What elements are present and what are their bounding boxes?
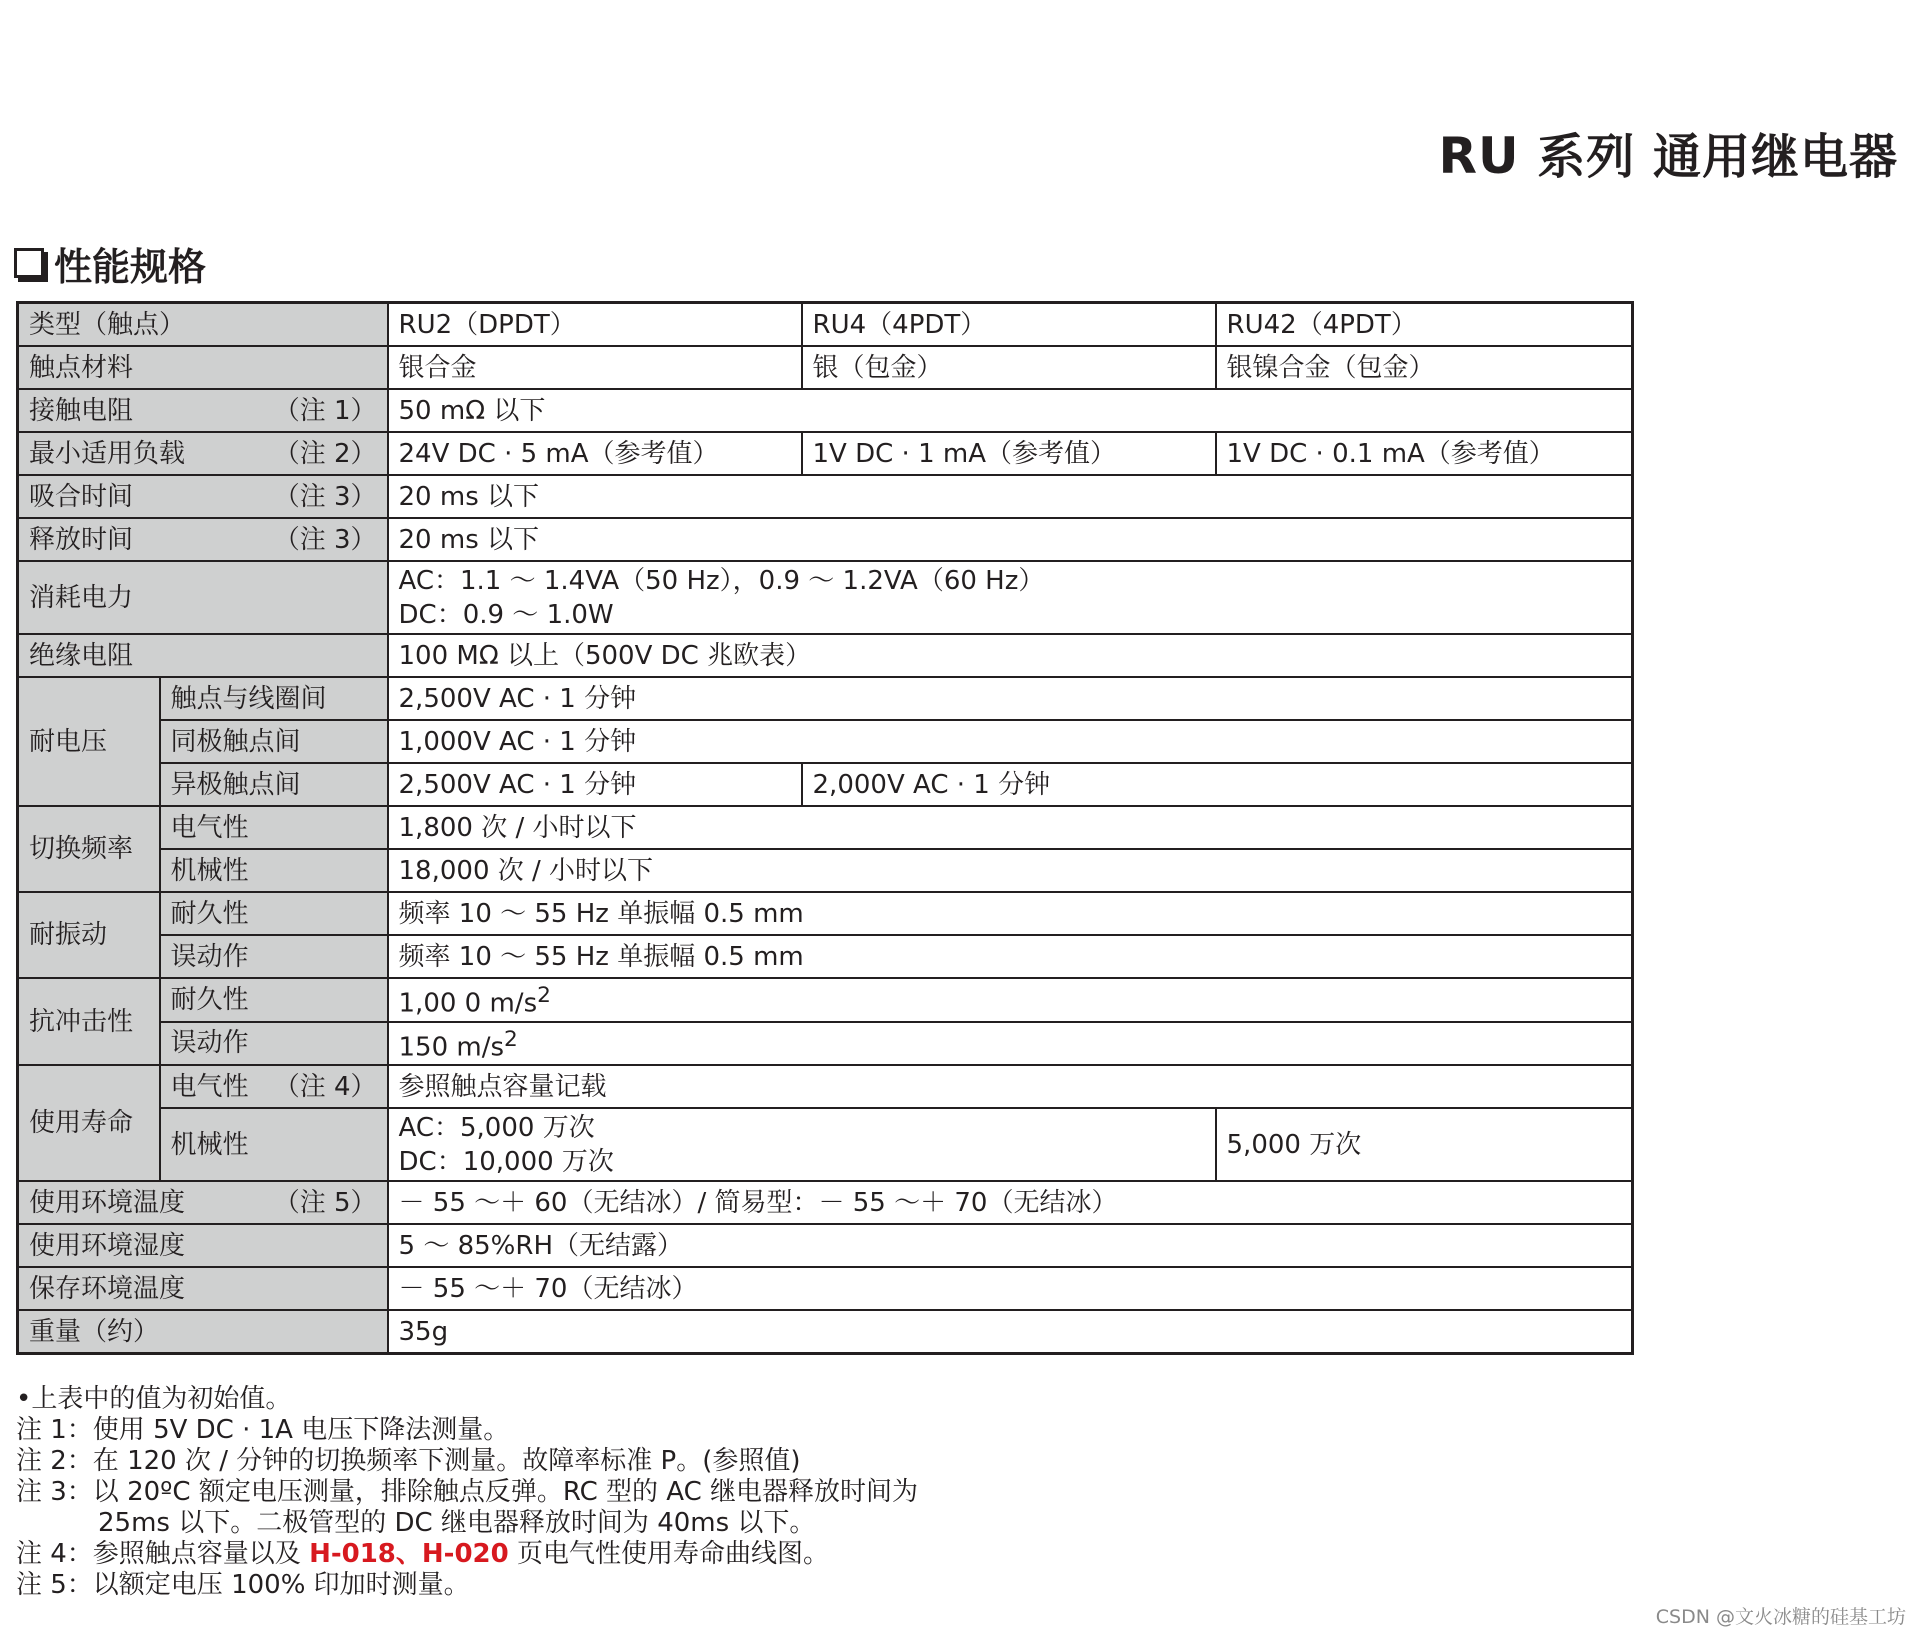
table-row — [18, 475, 1633, 518]
sub-label: 耐久性 — [160, 892, 388, 935]
cell-value: RU4（4PDT） — [802, 303, 1216, 347]
watermark: CSDN @文火冰糖的硅基工坊 — [1655, 1606, 1906, 1628]
sub-label: 机械性 — [160, 849, 388, 892]
table-row — [18, 634, 1633, 677]
page-reference-link[interactable]: H-018、H-020 — [309, 1539, 509, 1569]
table-row — [18, 935, 1633, 978]
table-row — [18, 978, 1633, 1022]
sub-label: 电气性 — [160, 806, 388, 849]
group-label: 使用寿命 — [18, 1065, 160, 1181]
cell-value: 20 ms 以下 — [388, 475, 1633, 518]
sub-label: 耐久性 — [160, 978, 388, 1022]
cell-value: 1V DC · 0.1 mA（参考值） — [1216, 432, 1633, 475]
row-label: 类型（触点） — [18, 303, 388, 347]
cell-value: 24V DC · 5 mA（参考值） — [388, 432, 802, 475]
row-label: 消耗电力 — [18, 561, 388, 634]
cell-value: 参照触点容量记载 — [388, 1065, 1633, 1108]
note-text: 注 4：参照触点容量以及 — [16, 1539, 310, 1569]
cell-value: 银（包金） — [802, 346, 1216, 389]
cell-value: － 55 ～＋ 70（无结冰） — [388, 1267, 1633, 1310]
row-label: 绝缘电阻 — [18, 634, 388, 677]
superscript: 2 — [504, 1026, 518, 1052]
value-line: AC：1.1 ～ 1.4VA（50 Hz），0.9 ～ 1.2VA（60 Hz） — [398, 565, 1045, 596]
table-row — [18, 763, 1633, 806]
row-label: 使用环境温度 — [29, 1187, 186, 1218]
table-row — [18, 1181, 1633, 1224]
note-line: 注 1：使用 5V DC · 1A 电压下降法测量。 — [16, 1415, 510, 1445]
cell-value: 银镍合金（包金） — [1216, 346, 1633, 389]
checkbox-square-icon — [14, 248, 44, 278]
row-label: 触点材料 — [18, 346, 388, 389]
value-line: DC：10,000 万次 — [398, 1146, 614, 1177]
sub-label: 同极触点间 — [160, 720, 388, 763]
cell-value: 50 mΩ 以下 — [388, 389, 1633, 432]
row-label-cell — [18, 389, 388, 432]
table-row — [18, 1108, 1633, 1181]
sub-label: 异极触点间 — [160, 763, 388, 806]
cell-value: 2,500V AC · 1 分钟 — [388, 763, 802, 806]
table-row — [18, 720, 1633, 763]
notes-block — [16, 1384, 918, 1601]
note-line: 注 5：以额定电压 100% 印加时测量。 — [16, 1570, 470, 1600]
value-line: AC：5,000 万次 — [398, 1112, 595, 1143]
sub-label: 误动作 — [160, 935, 388, 978]
cell-value: － 55 ～＋ 60（无结冰）/ 简易型：－ 55 ～＋ 70（无结冰） — [388, 1181, 1633, 1224]
note-line: •上表中的值为初始值。 — [16, 1384, 292, 1414]
table-row — [18, 346, 1633, 389]
row-label-cell — [18, 475, 388, 518]
table-row — [18, 1267, 1633, 1310]
group-label: 耐电压 — [18, 677, 160, 806]
cell-value: 100 MΩ 以上（500V DC 兆欧表） — [388, 634, 1633, 677]
section-title: 性能规格 — [54, 245, 207, 289]
row-label: 重量（约） — [18, 1310, 388, 1354]
group-label: 抗冲击性 — [18, 978, 160, 1065]
title-text: 系列 通用继电器 — [1519, 129, 1898, 185]
table-row — [18, 892, 1633, 935]
table-row — [18, 303, 1633, 347]
cell-value: 5 ～ 85%RH（无结露） — [388, 1224, 1633, 1267]
table-row — [18, 806, 1633, 849]
table-row — [18, 1224, 1633, 1267]
table-row — [18, 1065, 1633, 1108]
row-label: 最小适用负载 — [29, 438, 186, 469]
cell-value: 频率 10 ～ 55 Hz 单振幅 0.5 mm — [388, 935, 1633, 978]
cell-value: 2,000V AC · 1 分钟 — [802, 763, 1633, 806]
cell-value: 1,800 次 / 小时以下 — [388, 806, 1633, 849]
cell-value-multiline — [388, 1108, 1216, 1181]
group-label: 耐振动 — [18, 892, 160, 978]
cell-value-multiline — [388, 561, 1633, 634]
row-label: 吸合时间 — [29, 481, 134, 512]
table-row — [18, 1310, 1633, 1354]
note-line: 25ms 以下。二极管型的 DC 继电器释放时间为 40ms 以下。 — [98, 1508, 816, 1538]
table-row — [18, 677, 1633, 720]
cell-value: 2,500V AC · 1 分钟 — [388, 677, 1633, 720]
table-row — [18, 561, 1633, 634]
spec-table — [16, 301, 1634, 1355]
sub-label: 机械性 — [160, 1108, 388, 1181]
table-row — [18, 1022, 1633, 1066]
cell-value: 1,000V AC · 1 分钟 — [388, 720, 1633, 763]
cell-value: 1V DC · 1 mA（参考值） — [802, 432, 1216, 475]
table-row — [18, 518, 1633, 561]
cell-value: RU42（4PDT） — [1216, 303, 1633, 347]
note-line: 注 2：在 120 次 / 分钟的切换频率下测量。故障率标准 P。(参照值) — [16, 1446, 801, 1476]
cell-value: 35g — [388, 1310, 1633, 1354]
note-reference: （注 5） — [273, 1187, 377, 1218]
sub-label: 误动作 — [160, 1022, 388, 1066]
note-reference: （注 3） — [273, 481, 377, 512]
row-label: 接触电阻 — [29, 395, 134, 426]
cell-value: 5,000 万次 — [1216, 1108, 1633, 1181]
value-text: 1,00 0 m/s — [398, 988, 538, 1019]
sub-label: 电气性 — [170, 1071, 249, 1102]
row-label: 保存环境温度 — [18, 1267, 388, 1310]
series-name: RU — [1438, 127, 1520, 185]
cell-value: 银合金 — [388, 346, 802, 389]
row-label-cell — [18, 518, 388, 561]
group-label: 切换频率 — [18, 806, 160, 892]
superscript: 2 — [537, 983, 551, 1008]
row-label-cell — [18, 432, 388, 475]
sub-label: 触点与线圈间 — [160, 677, 388, 720]
cell-value: 频率 10 ～ 55 Hz 单振幅 0.5 mm — [388, 892, 1633, 935]
table-row — [18, 849, 1633, 892]
table-row — [18, 389, 1633, 432]
cell-value — [388, 1022, 1633, 1066]
section-heading — [14, 236, 206, 291]
cell-value — [388, 978, 1633, 1022]
note-text: 页电气性使用寿命曲线图。 — [508, 1539, 829, 1569]
note-reference: （注 1） — [273, 395, 377, 426]
value-line: DC：0.9 ～ 1.0W — [398, 599, 614, 630]
row-label: 使用环境湿度 — [18, 1224, 388, 1267]
note-reference: （注 3） — [273, 524, 377, 555]
row-label: 释放时间 — [29, 524, 134, 555]
sub-label-cell — [160, 1065, 388, 1108]
note-line — [16, 1539, 918, 1570]
cell-value: 18,000 次 / 小时以下 — [388, 849, 1633, 892]
cell-value: 20 ms 以下 — [388, 518, 1633, 561]
table-row — [18, 432, 1633, 475]
note-reference: （注 2） — [273, 438, 377, 469]
cell-value: RU2（DPDT） — [388, 303, 802, 347]
row-label-cell — [18, 1181, 388, 1224]
note-line: 注 3：以 20ºC 额定电压测量，排除触点反弹。RC 型的 AC 继电器释放时间为 — [16, 1477, 919, 1507]
value-text: 150 m/s — [398, 1032, 505, 1063]
document-title — [1438, 118, 1898, 187]
note-reference: （注 4） — [273, 1071, 377, 1102]
